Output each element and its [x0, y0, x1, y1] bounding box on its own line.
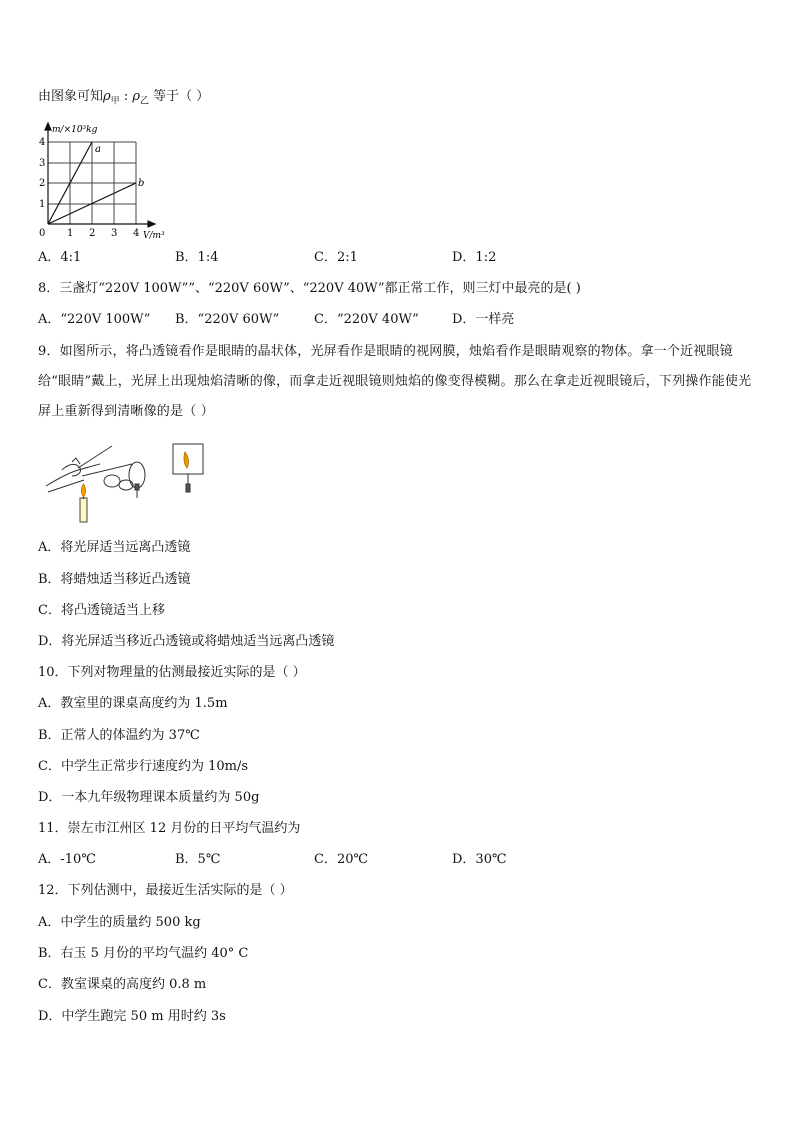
q11-option-a: A．-10℃	[38, 852, 96, 867]
q8-option-a: A．“220V 100W”	[38, 312, 151, 327]
q10-option-c: C．中学生正常步行速度约为 10m/s	[38, 759, 248, 774]
q8-option-b: B．“220V 60W”	[175, 312, 280, 327]
q9-option-a: A．将光屏适当远离凸透镜	[38, 540, 191, 555]
x-tick-3: 3	[111, 228, 118, 239]
q8-stem: 8．三盏灯“220V 100W””、“220V 60W”、“220V 40W”都正常工作，则三灯中最亮的是( )	[38, 281, 581, 296]
q11-option-c: C．20℃	[314, 852, 369, 867]
q7-option-a: A．4:1	[38, 250, 82, 265]
rho-subscript-a: 甲	[110, 96, 120, 107]
line-a-label: a	[95, 144, 101, 155]
q9-option-c: C．将凸透镜适当上移	[38, 603, 165, 618]
origin-label: 0	[39, 228, 46, 239]
y-tick-1: 1	[39, 199, 46, 210]
q12-option-d: D．中学生跑完 50 m 用时约 3s	[38, 1009, 226, 1024]
q9-stem: 9．如图所示，将凸透镜看作是眼睛的晶状体，光屏看作是眼睛的视网膜，烛焰看作是眼睛观察的物体。拿一个近视眼镜给“眼睛”戴上，光屏上出现烛焰清晰的像，而拿走近视眼镜则烛焰的像变得模糊。那么在拿走近视眼镜后，下列操作能使光屏上重新得到清晰像的是（ ）	[38, 344, 752, 419]
ratio-colon: :	[119, 89, 133, 104]
q10-option-b: B．正常人的体温约为 37℃	[38, 728, 200, 743]
q9-option-d: D．将光屏适当移近凸透镜或将蜡烛适当远离凸透镜	[38, 634, 335, 649]
x-axis-label: V/m³	[143, 231, 165, 241]
x-tick-1: 1	[67, 228, 74, 239]
q8-option-d: D．一样亮	[452, 312, 515, 327]
y-tick-4: 4	[39, 137, 46, 148]
intro-prefix: 由图象可知	[38, 89, 104, 104]
q8-option-c: C．“220V 40W”	[314, 312, 419, 327]
mass-volume-graph	[36, 120, 186, 242]
rho-subscript-b: 乙	[140, 96, 150, 107]
q7-option-b: B．1:4	[175, 250, 219, 265]
q10-option-a: A．教室里的课桌高度约为 1.5m	[38, 696, 228, 711]
q11-option-b: B．5℃	[175, 852, 221, 867]
x-tick-4: 4	[133, 228, 140, 239]
q11-option-d: D．30℃	[452, 852, 507, 867]
x-tick-2: 2	[89, 228, 96, 239]
q12-stem: 12．下列估测中，最接近生活实际的是（ ）	[38, 883, 293, 898]
y-tick-2: 2	[39, 178, 46, 189]
q9-option-b: B．将蜡烛适当移近凸透镜	[38, 572, 191, 587]
y-axis-label: m/×10³kg	[52, 125, 98, 135]
q12-option-c: C．教室课桌的高度约 0.8 m	[38, 977, 207, 992]
intro-suffix: 等于（ ）	[149, 89, 210, 104]
question-intro	[38, 87, 209, 112]
q10-option-d: D．一本九年级物理课本质量约为 50g	[38, 790, 260, 805]
q10-stem: 10．下列对物理量的估测最接近实际的是（ ）	[38, 665, 306, 680]
q12-option-b: B．右玉 5 月份的平均气温约 40° C	[38, 946, 249, 961]
y-tick-3: 3	[39, 158, 46, 169]
q7-option-c: C．2:1	[314, 250, 358, 265]
q11-stem: 11．崇左市江州区 12 月份的日平均气温约为	[38, 821, 301, 836]
lens-experiment-figure	[42, 440, 222, 528]
q7-option-d: D．1:2	[452, 250, 497, 265]
line-b-label: b	[138, 178, 145, 189]
rho-symbol-a: ρ	[103, 89, 111, 104]
rho-symbol-b: ρ	[132, 89, 140, 104]
q12-option-a: A．中学生的质量约 500 kg	[38, 915, 201, 930]
